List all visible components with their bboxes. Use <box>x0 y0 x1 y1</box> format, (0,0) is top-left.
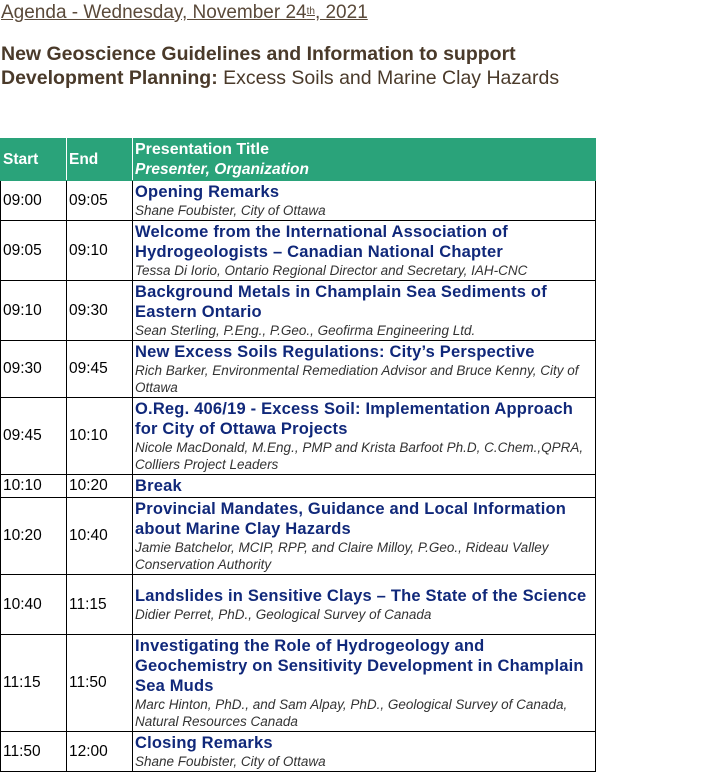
presentation-title: O.Reg. 406/19 - Excess Soil: Implementation Approach for City of Ottawa Projects <box>135 400 573 438</box>
presenter-name: Rich Barker, Environmental Remediation Advisor and Bruce Kenny, City of Ottawa <box>135 363 579 395</box>
presenter-name: Shane Foubister, City of Ottawa <box>135 754 326 769</box>
presentation-title: Background Metals in Champlain Sea Sediments of Eastern Ontario <box>135 283 547 321</box>
row-content <box>133 181 596 221</box>
row-start-time: 09:30 <box>1 341 67 398</box>
table-row <box>1 221 596 281</box>
row-end-time: 10:10 <box>67 398 133 475</box>
table-row <box>1 475 596 498</box>
presentation-title: Closing Remarks <box>135 734 273 752</box>
row-content <box>133 341 596 398</box>
presenter-name: Sean Sterling, P.Eng., P.Geo., Geofirma Engineering Ltd. <box>135 323 476 338</box>
row-content <box>133 281 596 341</box>
row-end-time: 12:00 <box>67 732 133 772</box>
row-end-time: 09:10 <box>67 221 133 281</box>
table-row <box>1 635 596 732</box>
table-row <box>1 341 596 398</box>
row-content <box>133 498 596 575</box>
page-title-bold: New Geoscience Guidelines and Information to support Development Planning: <box>1 43 516 89</box>
row-end-time: 11:50 <box>67 635 133 732</box>
presenter-name: Tessa Di Iorio, Ontario Regional Director and Secretary, IAH-CNC <box>135 263 528 278</box>
row-end-time: 09:45 <box>67 341 133 398</box>
row-start-time: 10:10 <box>1 475 67 498</box>
presentation-title: Investigating the Role of Hydrogeology and Geochemistry on Sensitivity Development in Champlain Sea Muds <box>135 637 584 695</box>
presentation-title: Welcome from the International Association of Hydrogeologists – Canadian National Chapter <box>135 223 508 261</box>
row-end-time: 10:20 <box>67 475 133 498</box>
page-title-normal: Excess Soils and Marine Clay Hazards <box>217 67 560 89</box>
table-row <box>1 498 596 575</box>
row-start-time: 10:20 <box>1 498 67 575</box>
row-end-time: 11:15 <box>67 575 133 635</box>
row-start-time: 09:10 <box>1 281 67 341</box>
table-row <box>1 181 596 221</box>
row-start-time: 09:45 <box>1 398 67 475</box>
row-start-time: 09:00 <box>1 181 67 221</box>
row-start-time: 11:15 <box>1 635 67 732</box>
agenda-date-line <box>1 1 368 24</box>
row-content <box>133 732 596 772</box>
header-end: End <box>67 139 133 181</box>
row-content <box>133 635 596 732</box>
header-title-cell <box>133 139 596 181</box>
table-row <box>1 398 596 475</box>
row-content <box>133 398 596 475</box>
presentation-title: New Excess Soils Regulations: City’s Perspective <box>135 343 535 361</box>
table-row <box>1 281 596 341</box>
presenter-name: Nicole MacDonald, M.Eng., PMP and Krista Barfoot Ph.D, C.Chem.,QPRA, Colliers Project Leaders <box>135 440 584 472</box>
presentation-title: Provincial Mandates, Guidance and Local Information about Marine Clay Hazards <box>135 500 567 538</box>
page-title <box>1 42 601 90</box>
presenter-name: Marc Hinton, PhD., and Sam Alpay, PhD., Geological Survey of Canada, Natural Resources Canada <box>135 697 568 729</box>
row-start-time: 09:05 <box>1 221 67 281</box>
presentation-title: Opening Remarks <box>135 183 280 201</box>
row-content <box>133 475 596 498</box>
header-start: Start <box>1 139 67 181</box>
presenter-name: Shane Foubister, City of Ottawa <box>135 203 326 218</box>
agenda-suffix: , 2021 <box>314 2 368 23</box>
agenda-table <box>0 138 596 772</box>
row-start-time: 10:40 <box>1 575 67 635</box>
agenda-ordinal: th <box>306 6 315 17</box>
table-row <box>1 732 596 772</box>
row-end-time: 09:05 <box>67 181 133 221</box>
agenda-table-header <box>1 139 596 181</box>
table-row <box>1 575 596 635</box>
agenda-prefix: Agenda - Wednesday, November 24 <box>1 2 307 23</box>
row-end-time: 10:40 <box>67 498 133 575</box>
row-content <box>133 575 596 635</box>
presenter-name: Jamie Batchelor, MCIP, RPP, and Claire Milloy, P.Geo., Rideau Valley Conservation Authority <box>135 540 549 572</box>
row-content <box>133 221 596 281</box>
row-start-time: 11:50 <box>1 732 67 772</box>
header-subtitle: Presenter, Organization <box>135 161 309 178</box>
presentation-title: Landslides in Sensitive Clays – The State of the Science <box>135 587 587 605</box>
row-end-time: 09:30 <box>67 281 133 341</box>
header-title: Presentation Title <box>135 141 269 158</box>
presenter-name: Didier Perret, PhD., Geological Survey of Canada <box>135 607 432 622</box>
presentation-title: Break <box>135 477 182 495</box>
